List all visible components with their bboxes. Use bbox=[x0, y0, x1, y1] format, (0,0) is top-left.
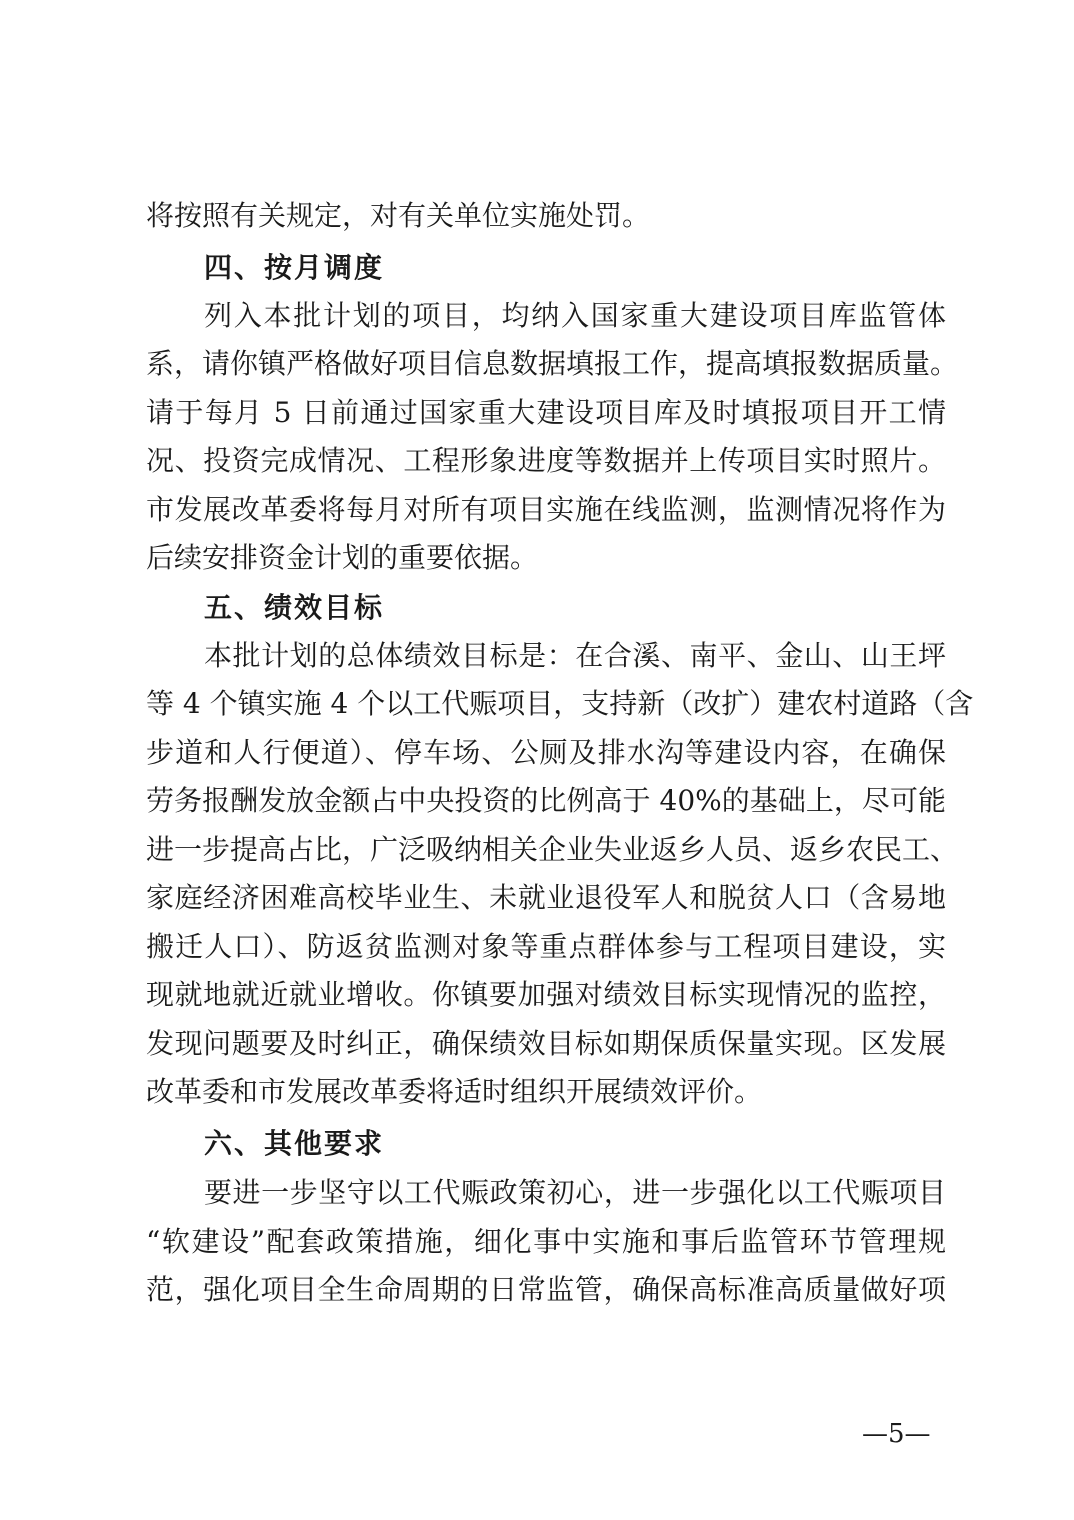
section-heading-6: 六、其他要求 bbox=[204, 1127, 385, 1160]
paragraph-line: 家庭经济困难高校毕业生、未就业退役军人和脱贫人口（含易地 bbox=[146, 881, 946, 914]
paragraph-line: 将按照有关规定，对有关单位实施处罚。 bbox=[146, 199, 651, 232]
paragraph-line: 系，请你镇严格做好项目信息数据填报工作，提高填报数据质量。 bbox=[146, 347, 959, 380]
paragraph-line: 本批计划的总体绩效目标是：在合溪、南平、金山、山王坪 bbox=[204, 639, 946, 672]
paragraph-line: 改革委和市发展改革委将适时组织开展绩效评价。 bbox=[146, 1075, 763, 1108]
paragraph-line: 步道和人行便道）、停车场、公厕及排水沟等建设内容，在确保 bbox=[146, 736, 946, 769]
paragraph-line: 搬迁人口）、防返贫监测对象等重点群体参与工程项目建设，实 bbox=[146, 930, 946, 963]
paragraph-line: 进一步提高占比，广泛吸纳相关企业失业返乡人员、返乡农民工、 bbox=[146, 833, 959, 866]
paragraph-line: 范，强化项目全生命周期的日常监管，确保高标准高质量做好项 bbox=[146, 1273, 946, 1306]
paragraph-line: 发现问题要及时纠正，确保绩效目标如期保质保量实现。区发展 bbox=[146, 1027, 946, 1060]
paragraph-line: 等 4 个镇实施 4 个以工代赈项目，支持新（改扩）建农村道路（含 bbox=[146, 687, 974, 720]
paragraph-line: 后续安排资金计划的重要依据。 bbox=[146, 541, 539, 574]
paragraph-line: 要进一步坚守以工代赈政策初心，进一步强化以工代赈项目 bbox=[204, 1176, 946, 1209]
section-heading-5: 五、绩效目标 bbox=[204, 591, 385, 624]
paragraph-line: 请于每月 5 日前通过国家重大建设项目库及时填报项目开工情 bbox=[146, 396, 946, 429]
paragraph-line: 现就地就近就业增收。你镇要加强对绩效目标实现情况的监控， bbox=[146, 978, 946, 1011]
paragraph-line: “软建设”配套政策措施，细化事中实施和事后监管环节管理规 bbox=[146, 1225, 946, 1258]
paragraph-line: 况、投资完成情况、工程形象进度等数据并上传项目实时照片。 bbox=[146, 444, 946, 477]
paragraph-line: 劳务报酬发放金额占中央投资的比例高于 40%的基础上，尽可能 bbox=[146, 784, 946, 817]
page-number: —5— bbox=[862, 1419, 931, 1449]
section-heading-4: 四、按月调度 bbox=[204, 251, 385, 284]
paragraph-line: 市发展改革委将每月对所有项目实施在线监测，监测情况将作为 bbox=[146, 493, 946, 526]
paragraph-line: 列入本批计划的项目，均纳入国家重大建设项目库监管体 bbox=[204, 299, 946, 332]
